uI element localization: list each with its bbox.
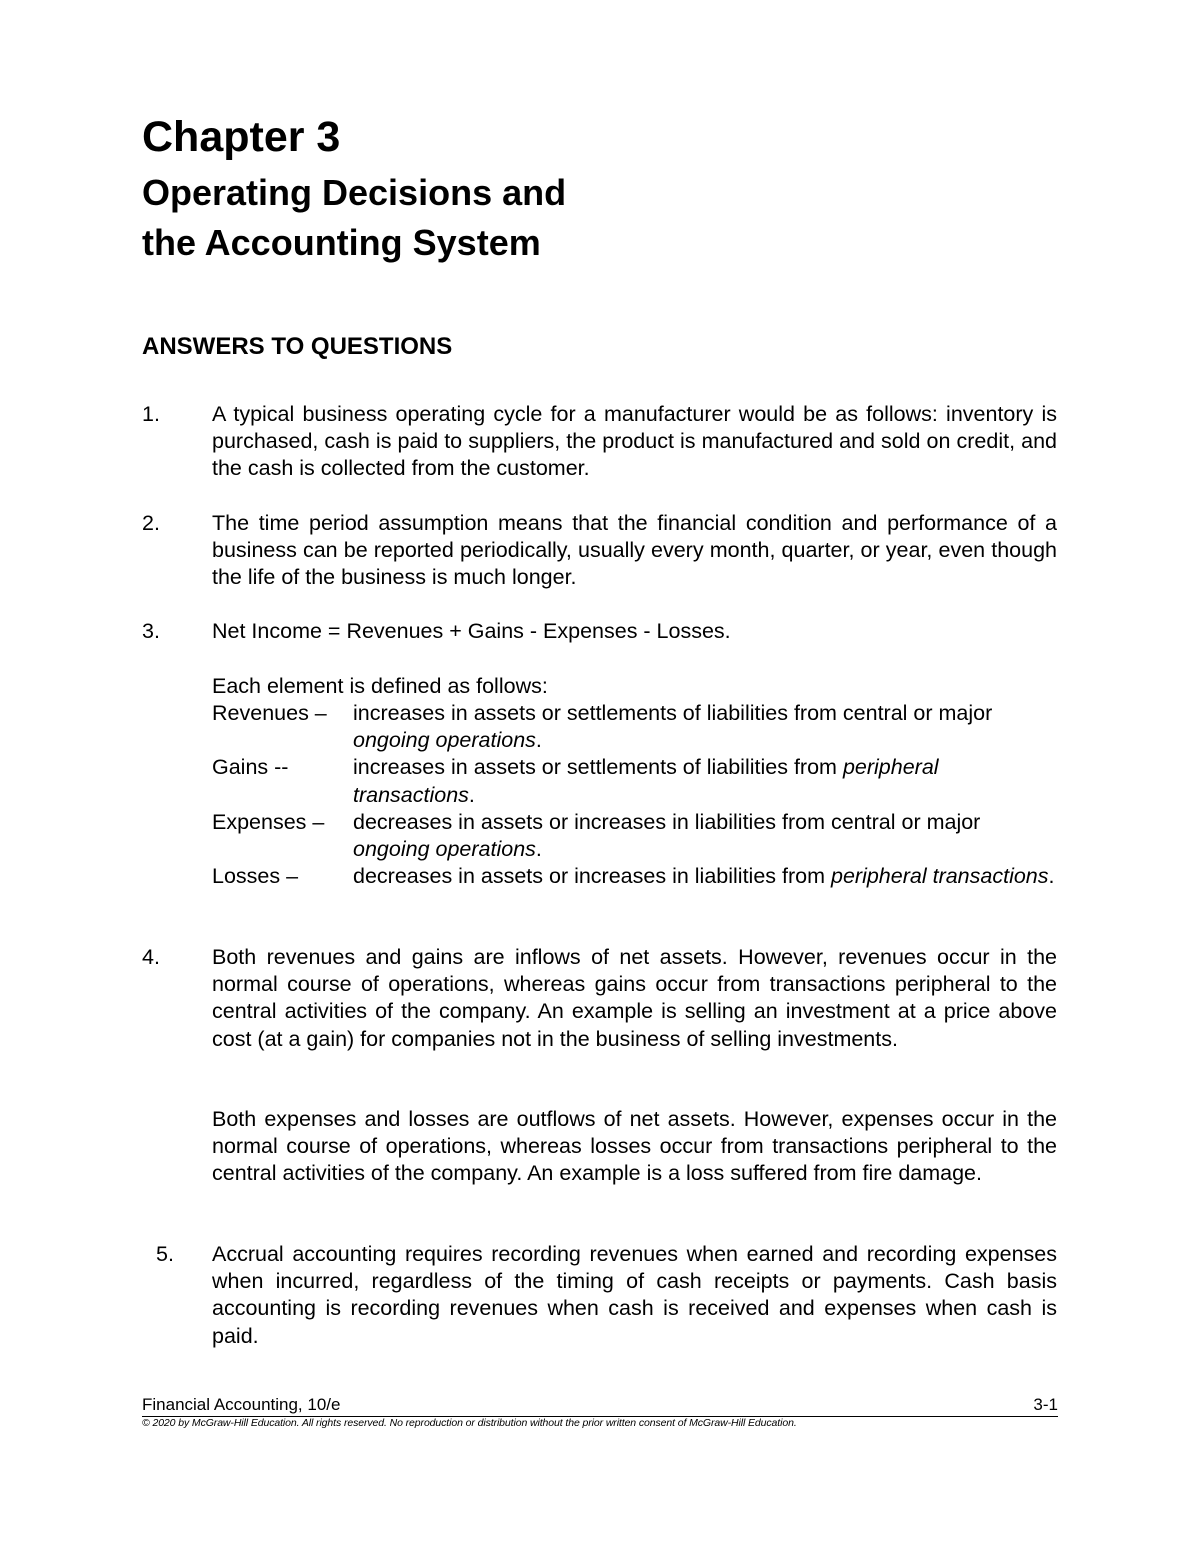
definition-desc (353, 700, 1057, 754)
definition-text: decreases in assets or increases in liabilities from (353, 864, 826, 889)
question-answer: Net Income = Revenues + Gains - Expenses - Losses. (212, 619, 731, 643)
question-answer: A typical business operating cycle for a manufacturer would be as follows: inventory is purchased, cash is paid to suppliers, the product is manufactured and sold on credit, and the cash is collected from the customer. (212, 402, 1057, 481)
definition-tail: . (535, 836, 542, 861)
chapter-subtitle-line1: Operating Decisions and (142, 172, 567, 213)
question-answer: Accrual accounting requires recording revenues when earned and recording expenses when incurred, regardless of the timing of cash receipts or payments. Cash basis accounting is recording revenues when cash is received and expenses when cash is paid. (212, 1242, 1057, 1348)
definition-desc (353, 754, 1057, 808)
question-answer: Both revenues and gains are inflows of net assets. However, revenues occur in the normal course of operations, whereas gains occur from transactions peripheral to the central activities of the company. An example is selling an investment at a price above cost (at a gain) for companies not in the business of selling investments. (212, 945, 1057, 1051)
definition-tail: . (535, 728, 542, 753)
copyright-notice: © 2020 by McGraw-Hill Education. All rights reserved. No reproduction or distribution without the prior written consent of McGraw-Hill Education. (142, 1417, 797, 1429)
section-title: ANSWERS TO QUESTIONS (142, 333, 453, 360)
definition-term: Revenues – (212, 701, 327, 725)
definitions-list (212, 700, 1057, 918)
definitions-intro: Each element is defined as follows: (212, 674, 548, 698)
question-number: 5. (156, 1242, 174, 1266)
footer-book-title: Financial Accounting, 10/e (142, 1395, 341, 1414)
definition-desc (353, 809, 1057, 863)
question-number: 1. (142, 402, 160, 426)
definition-term: Expenses – (212, 809, 325, 834)
definition-tail: . (1048, 864, 1055, 889)
definition-emphasis: peripheral transactions (353, 755, 939, 807)
chapter-subtitle (142, 168, 566, 268)
definition-text: increases in assets or settlements of liabilities from central or major (353, 701, 993, 725)
footer-page-number: 3-1 (1033, 1395, 1058, 1414)
definition-emphasis: peripheral transactions (831, 864, 1049, 889)
definition-text: increases in assets or settlements of liabilities from (353, 755, 837, 780)
question-answer-continued: Both expenses and losses are outflows of net assets. However, expenses occur in the normal course of operations, whereas losses occur from transactions peripheral to the central activities of the company. An example is a loss suffered from fire damage. (212, 1107, 1057, 1186)
definition-emphasis: ongoing operations (353, 836, 536, 861)
definition-emphasis: ongoing operations (353, 728, 536, 753)
definition-gains (212, 754, 1057, 808)
definition-text: decreases in assets or increases in liabilities from central or major (353, 809, 981, 834)
definition-revenues (212, 700, 1057, 754)
question-number: 2. (142, 511, 160, 535)
definition-tail: . (468, 782, 475, 807)
question-answer: The time period assumption means that the financial condition and performance of a business can be reported periodically, usually every month, quarter, or year, even though the life of the business is much longer. (212, 511, 1057, 590)
definition-term: Losses – (212, 864, 299, 889)
chapter-subtitle-line2: the Accounting System (142, 222, 541, 263)
question-number: 4. (142, 945, 160, 969)
definition-term: Gains -- (212, 755, 289, 780)
definition-losses (212, 863, 1057, 917)
definition-expenses (212, 809, 1057, 863)
question-number: 3. (142, 619, 160, 643)
definition-desc (353, 863, 1057, 890)
chapter-title: Chapter 3 (142, 113, 341, 161)
page-footer (142, 1394, 1058, 1417)
